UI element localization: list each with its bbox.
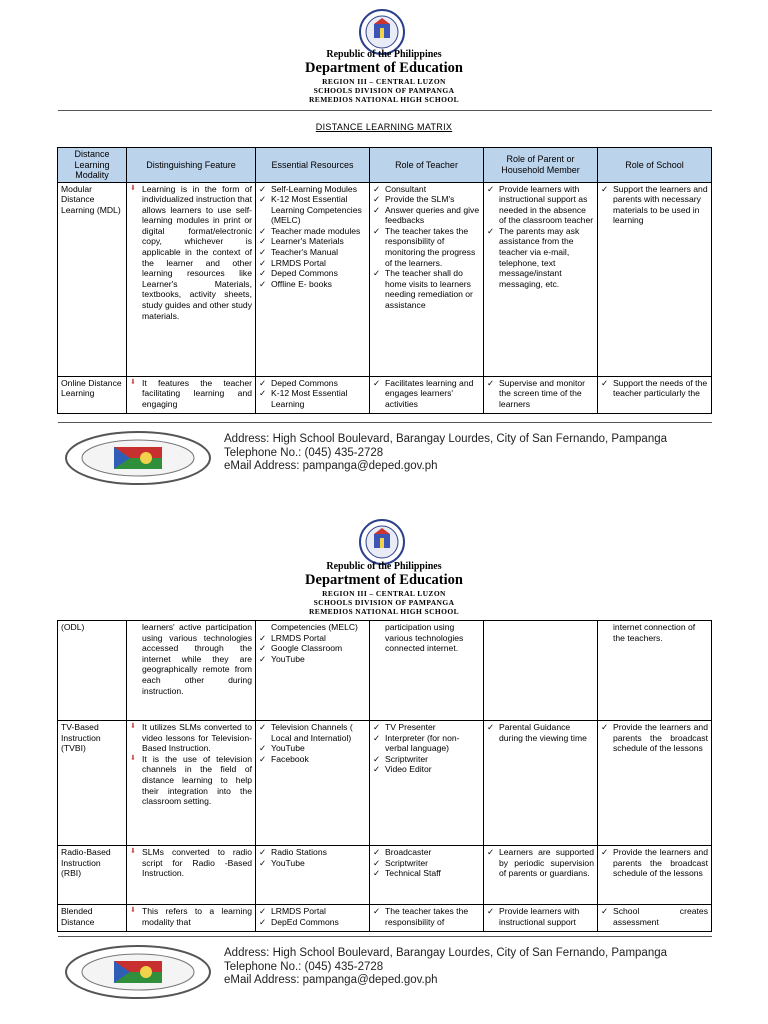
- teacher-role-item: ✓ The teacher shall do home visits to learners needing remediation or assistance: [373, 268, 480, 310]
- modality-cell: Radio-Based Instruction (RBI): [61, 847, 111, 879]
- resource-item: ✓ Deped Commons: [259, 268, 366, 279]
- region-text: REGION III – CENTRAL LUZON: [322, 589, 446, 598]
- parent-role-item: ✓ Parental Guidance during the viewing time: [487, 722, 594, 743]
- teacher-role-item: ✓ Consultant: [373, 184, 480, 195]
- school-role-item: ✓ Provide the learners and parents the broadcast schedule of the lessons: [601, 847, 708, 879]
- teacher-role-item: ✓ TV Presenter: [373, 722, 480, 733]
- modality-cell: TV-Based Instruction (TVBI): [61, 722, 101, 754]
- teacher-role-item: ✓ The teacher takes the responsibility of: [373, 906, 480, 927]
- column-header: Distance Learning Modality: [58, 148, 127, 183]
- resource-item: ✓ Deped Commons: [259, 378, 366, 389]
- teacher-role-item: participation using various technologies connected internet.: [385, 622, 464, 654]
- teacher-role-item: ✓ Scriptwriter: [373, 754, 480, 765]
- footer: [58, 942, 712, 1000]
- resource-item: ✓ YouTube: [259, 858, 366, 869]
- table-row: [58, 182, 712, 376]
- resource-item: ✓ LRMDS Portal: [259, 633, 366, 644]
- school-role-item: ✓ Support the learners and parents with necessary materials to be used in learning: [601, 184, 708, 226]
- resource-item: ✓ Television Channels ( Local and Internatiol): [259, 722, 366, 743]
- column-header: Distinguishing Feature: [127, 148, 256, 183]
- column-header: Essential Resources: [256, 148, 370, 183]
- school-role-item: ✓ Support the needs of the teacher particularly the: [601, 378, 708, 399]
- teacher-role-item: ✓ Broadcaster: [373, 847, 480, 858]
- resource-item: ✓ DepEd Commons: [259, 917, 366, 928]
- document-page-2: [0, 500, 768, 1024]
- footer: [58, 428, 712, 486]
- department-title: Department of Education: [305, 60, 463, 76]
- parent-role-item: ✓ Learners are supported by periodic supervision of parents or guardians.: [487, 847, 594, 879]
- teacher-role-item: ✓ Scriptwriter: [373, 858, 480, 869]
- column-header: Role of Teacher: [370, 148, 484, 183]
- matrix-table-page-1: [57, 147, 712, 414]
- footer-address: Address: High School Boulevard, Barangay Lourdes, City of San Fernando, Pampanga: [224, 433, 668, 445]
- table-row: [58, 621, 712, 721]
- republic-text: Republic of the Philippines: [326, 561, 442, 572]
- resource-item: ✓ K-12 Most Essential Learning Competencies (MELC): [259, 194, 366, 226]
- feature-item: ⬇ It utilizes SLMs converted to video lessons for Television-Based Instruction.: [130, 722, 252, 754]
- modality-cell: Online Distance Learning: [61, 377, 122, 399]
- teacher-role-item: ✓ Facilitates learning and engages learners' activities: [373, 378, 480, 410]
- resource-item: ✓ Self-Learning Modules: [259, 184, 366, 195]
- teacher-role-item: ✓ Technical Staff: [373, 868, 480, 879]
- table-row: [58, 376, 712, 413]
- feature-item: learners' active participation using various technologies accessed through the internet while they are geographically remote from each other during instruction.: [142, 622, 252, 696]
- column-header: Role of Parent or Household Member: [484, 148, 598, 183]
- teacher-role-item: ✓ Video Editor: [373, 764, 480, 775]
- resource-item: ✓ Facebook: [259, 754, 366, 765]
- feature-item: ⬇ SLMs converted to radio script for Radio -Based Instruction.: [130, 847, 252, 879]
- column-header: Role of School: [598, 148, 712, 183]
- resource-item: ✓ LRMDS Portal: [259, 258, 366, 269]
- resource-item: Competencies (MELC): [271, 622, 358, 632]
- footer-address: Address: High School Boulevard, Barangay Lourdes, City of San Fernando, Pampanga: [224, 947, 668, 959]
- resource-item: ✓ Teacher made modules: [259, 226, 366, 237]
- matrix-title: DISTANCE LEARNING MATRIX: [315, 122, 453, 132]
- table-row: [58, 846, 712, 905]
- feature-item: ⬇ Learning is in the form of individualized instruction that allows learners to use self-learning modules in print or digital format/electronic copy, whichever is applicable in the context of the learner and other learning resources like Learner's Materials, textbooks, activity sheets, study guides and other study materials.: [130, 184, 252, 322]
- document-page-1: [0, 0, 768, 500]
- footer-email: eMail Address: pampanga@deped.gov.ph: [224, 460, 438, 472]
- matrix-table-page-2: [57, 620, 712, 932]
- footer-divider: [58, 422, 712, 423]
- resource-item: ✓ K-12 Most Essential Learning: [259, 388, 366, 409]
- school-text: REMEDIOS NATIONAL HIGH SCHOOL: [308, 607, 460, 616]
- resource-item: ✓ Learner's Materials: [259, 236, 366, 247]
- footer-divider: [58, 936, 712, 937]
- resource-item: ✓ Radio Stations: [259, 847, 366, 858]
- parent-role-item: ✓ Supervise and monitor the screen time of the learners: [487, 378, 594, 410]
- teacher-role-item: ✓ Interpreter (for non-verbal language): [373, 733, 480, 754]
- parent-role-item: ✓ Provide learners with instructional support: [487, 906, 594, 927]
- school-role-item: ✓ Provide the learners and parents the broadcast schedule of the lessons: [601, 722, 708, 754]
- region-text: REGION III – CENTRAL LUZON: [322, 77, 446, 86]
- division-text: SCHOOLS DIVISION OF PAMPANGA: [313, 86, 455, 95]
- resource-item: ✓ YouTube: [259, 654, 366, 665]
- school-role-item: ✓ School creates assessment: [601, 906, 708, 927]
- teacher-role-item: ✓ Answer queries and give feedbacks: [373, 205, 480, 226]
- parent-role-item: ✓ Provide learners with instructional support as needed in the absence of the classroom teacher: [487, 184, 594, 226]
- feature-item: ⬇ It is the use of television channels in the field of distance learning to help their integration into the classroom setting.: [130, 754, 252, 807]
- deped-division-logo-icon: [64, 430, 212, 486]
- resource-item: ✓ YouTube: [259, 743, 366, 754]
- resource-item: ✓ Google Classroom: [259, 643, 366, 654]
- feature-item: ⬇ This refers to a learning modality that: [130, 906, 252, 927]
- table-row: [58, 721, 712, 846]
- deped-seal-icon: [352, 518, 412, 566]
- parent-role-item: ✓ The parents may ask assistance from the teacher via e-mail, telephone, text message/instant messaging, etc.: [487, 226, 594, 290]
- resource-item: ✓ Teacher's Manual: [259, 247, 366, 258]
- footer-telephone: Telephone No.: (045) 435-2728: [224, 446, 384, 459]
- footer-telephone: Telephone No.: (045) 435-2728: [224, 960, 384, 973]
- school-role-item: internet connection of the teachers.: [613, 622, 696, 643]
- header-divider: [58, 110, 712, 111]
- department-title: Department of Education: [305, 572, 463, 588]
- teacher-role-item: ✓ Provide the SLM's: [373, 194, 480, 205]
- resource-item: ✓ LRMDS Portal: [259, 906, 366, 917]
- deped-division-logo-icon: [64, 944, 212, 1000]
- teacher-role-item: ✓ The teacher takes the responsibility of monitoring the progress of the learners.: [373, 226, 480, 268]
- footer-email: eMail Address: pampanga@deped.gov.ph: [224, 974, 438, 986]
- modality-cell: (ODL): [61, 622, 85, 632]
- school-text: REMEDIOS NATIONAL HIGH SCHOOL: [308, 95, 460, 104]
- table-row: [58, 905, 712, 932]
- resource-item: ✓ Offline E- books: [259, 279, 366, 290]
- modality-cell: Blended Distance: [61, 906, 95, 927]
- feature-item: ⬇ It features the teacher facilitating learning and engaging: [130, 378, 252, 410]
- division-text: SCHOOLS DIVISION OF PAMPANGA: [313, 598, 455, 607]
- republic-text: Republic of the Philippines: [326, 49, 442, 60]
- modality-cell: Modular Distance Learning (MDL): [61, 183, 121, 215]
